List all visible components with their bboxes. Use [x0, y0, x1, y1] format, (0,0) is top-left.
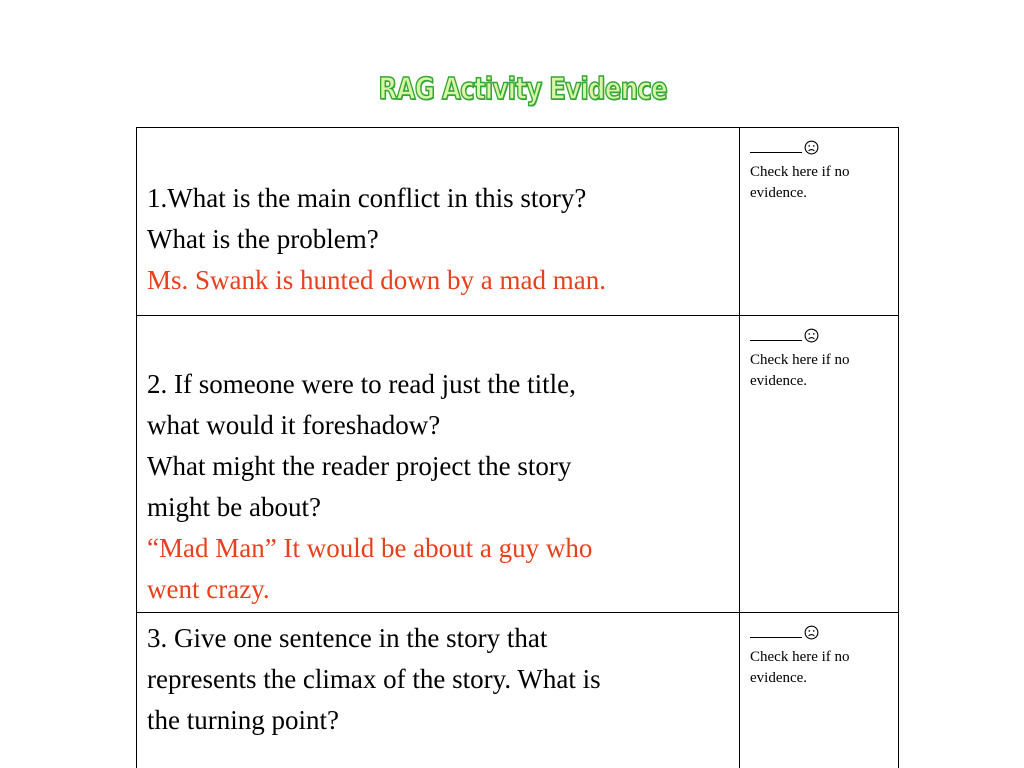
page-title: RAG Activity Evidence	[378, 72, 667, 107]
answer-line: went crazy.	[147, 574, 270, 604]
question-line: 1.What is the main conflict in this story?	[147, 183, 587, 213]
question-line: what would it foreshadow?	[147, 410, 441, 440]
evidence-check-cell[interactable]	[740, 128, 899, 316]
question-line: might be about?	[147, 492, 321, 522]
check-blank[interactable]	[750, 623, 802, 638]
table-row	[137, 613, 899, 768]
question-cell	[137, 613, 740, 768]
check-instruction: Check here if no evidence.	[750, 352, 850, 389]
check-instruction: Check here if no evidence.	[750, 649, 850, 686]
check-blank[interactable]	[750, 326, 802, 341]
answer-line: Ms. Swank is hunted down by a mad man.	[147, 265, 606, 295]
evidence-table	[136, 127, 899, 768]
question-line: represents the climax of the story. What is	[147, 664, 601, 694]
question-line: 3. Give one sentence in the story that	[147, 623, 548, 653]
table-row	[137, 316, 899, 613]
question-cell	[137, 128, 740, 316]
question-line: the turning point?	[147, 705, 339, 735]
question-cell	[137, 316, 740, 613]
check-instruction: Check here if no evidence.	[750, 164, 850, 201]
answer-line: “Mad Man” It would be about a guy who	[147, 533, 593, 563]
question-line: 2. If someone were to read just the title,	[147, 369, 576, 399]
sad-face-icon	[804, 625, 819, 647]
check-blank[interactable]	[750, 138, 802, 153]
question-line: What is the problem?	[147, 224, 379, 254]
sad-face-icon	[804, 328, 819, 350]
evidence-check-cell[interactable]	[740, 613, 899, 768]
table-row	[137, 128, 899, 316]
question-line: What might the reader project the story	[147, 451, 572, 481]
sad-face-icon	[804, 140, 819, 162]
evidence-check-cell[interactable]	[740, 316, 899, 613]
